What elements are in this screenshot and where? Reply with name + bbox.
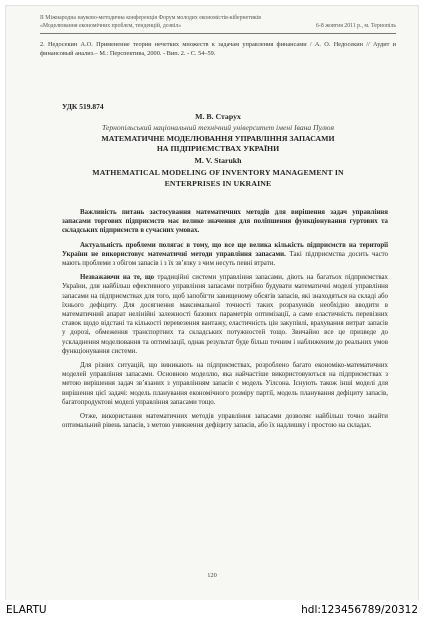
paragraph-3-text: традиційні системи управління запасами, діють на багатьох підприємствах України, для найбільш ефективного управління запасами потрібно будувати математичні моделі управління запасами на підприємствах для того, щоб запобігти завищеному обсягів запасів, які знаходяться на складі або їхнього дефіциту. Для досягнення максимальної точності таких розрахунків необхідно вводити в математичний апарат нелінійні залежності базових параметрів оптимізації, а саме еластичність перевізних ставок щодо відстані та кількості перевезення вантажу, еластичність цін закупівлі, врахування витрат запасів у дорозі, обмеження транспортних та складських потужностей тощо. Звичайно все це призведе до ускладнення моделювання та оптимізації, однак результат буде більш точним і наближеним до реальних умов функціонування системи.	[62, 274, 388, 355]
author-name-en: M. V. Starukh	[194, 156, 242, 165]
repository-name: ELARTU	[6, 604, 47, 616]
conference-header	[40, 14, 396, 30]
reference-entry: 2. Недосекин А.О. Применение теории нечетких множеств к задачам управления финансами / А. О. Недосекин // Аудит и финансовый анализ.– М.: Перспектива, 2000. - Вип. 2. - С. 54–59.	[40, 41, 396, 57]
paper-body	[62, 208, 388, 435]
paragraph-3-bold: Незважаючи на те, що	[80, 274, 155, 282]
paper-title-ua	[40, 134, 396, 154]
paper-title-ua-line-1: МАТЕМАТИЧНЕ МОДЕЛЮВАННЯ УПРАВЛІННЯ ЗАПАСАМИ	[101, 134, 335, 143]
header-line-2-right: 6-8 жовтня 2011 р., м. Тернопіль	[316, 23, 396, 29]
paragraph-2	[62, 241, 388, 269]
header-line-1: II Міжнародна науково-методична конференція Форум молодих економістів-кібернетиків	[40, 15, 262, 21]
paper-title-en-line-1: MATHEMATICAL MODELING OF INVENTORY MANAGEMENT IN	[92, 168, 344, 177]
author-name: М. В. Старух	[195, 112, 241, 121]
paragraph-1: Важливість питань застосування математичних методів для вирішення задач управління запасами торгових підприємств має велике значення для поліпшення функціонування гуртових та складських підприємств в сучасних умовах.	[62, 209, 388, 235]
paper-title-ua-line-2: НА ПІДПРИЄМСТВАХ УКРАЇНИ	[156, 144, 280, 153]
udk-code: УДК 519.874	[62, 102, 104, 111]
header-divider	[40, 33, 396, 34]
page-number: 120	[207, 572, 217, 579]
author-affiliation: Тернопільський національний технічний університет імені Івана Пулюя	[102, 123, 334, 132]
paragraph-4: Для різних ситуацій, що виникають на підприємствах, розроблено багато економіко-математичних моделей управління запасами. Основною моделлю, яка найчастіше використовуються на підприємствах з метою вирішення задач зв’язаних з управлінням запасів є модель Уілсона. Існують також інші моделі для вирішення цієї задачі: модель планування економічного розміру партії, модель планування дефіциту запасів, багатопродуктові моделі управління запасами тощо.	[62, 362, 388, 406]
paragraph-3	[62, 273, 388, 356]
paragraph-2-text: Такі підприємства досить часто мають проблеми з обігом запасів і з їх зв’язку з чим несуть певні втрати.	[62, 250, 388, 268]
paper-title-en	[40, 168, 396, 189]
repository-footer	[0, 600, 424, 620]
header-line-2	[40, 22, 396, 30]
paper-title-en-line-2: ENTERPRISES IN UKRAINE	[164, 178, 272, 188]
handle-identifier: hdl:123456789/20312	[301, 604, 418, 616]
paragraph-5: Отже, використання математичних методів управління запасами дозволяє найбільш точно знайти оптимальний рівень запасів, з метою уникнення дефіциту запасів, або їх надлишку і простою на складах.	[62, 413, 388, 430]
paragraph-2-bold: Актуальність проблеми полягає в тому, що все ще велика кількість підприємств на території України не використовує математичні методи управління запасами.	[62, 241, 388, 258]
document-page	[6, 6, 418, 600]
header-line-2-left: «Моделювання економічних проблем, тенденцій, дозвіл»	[40, 23, 182, 29]
